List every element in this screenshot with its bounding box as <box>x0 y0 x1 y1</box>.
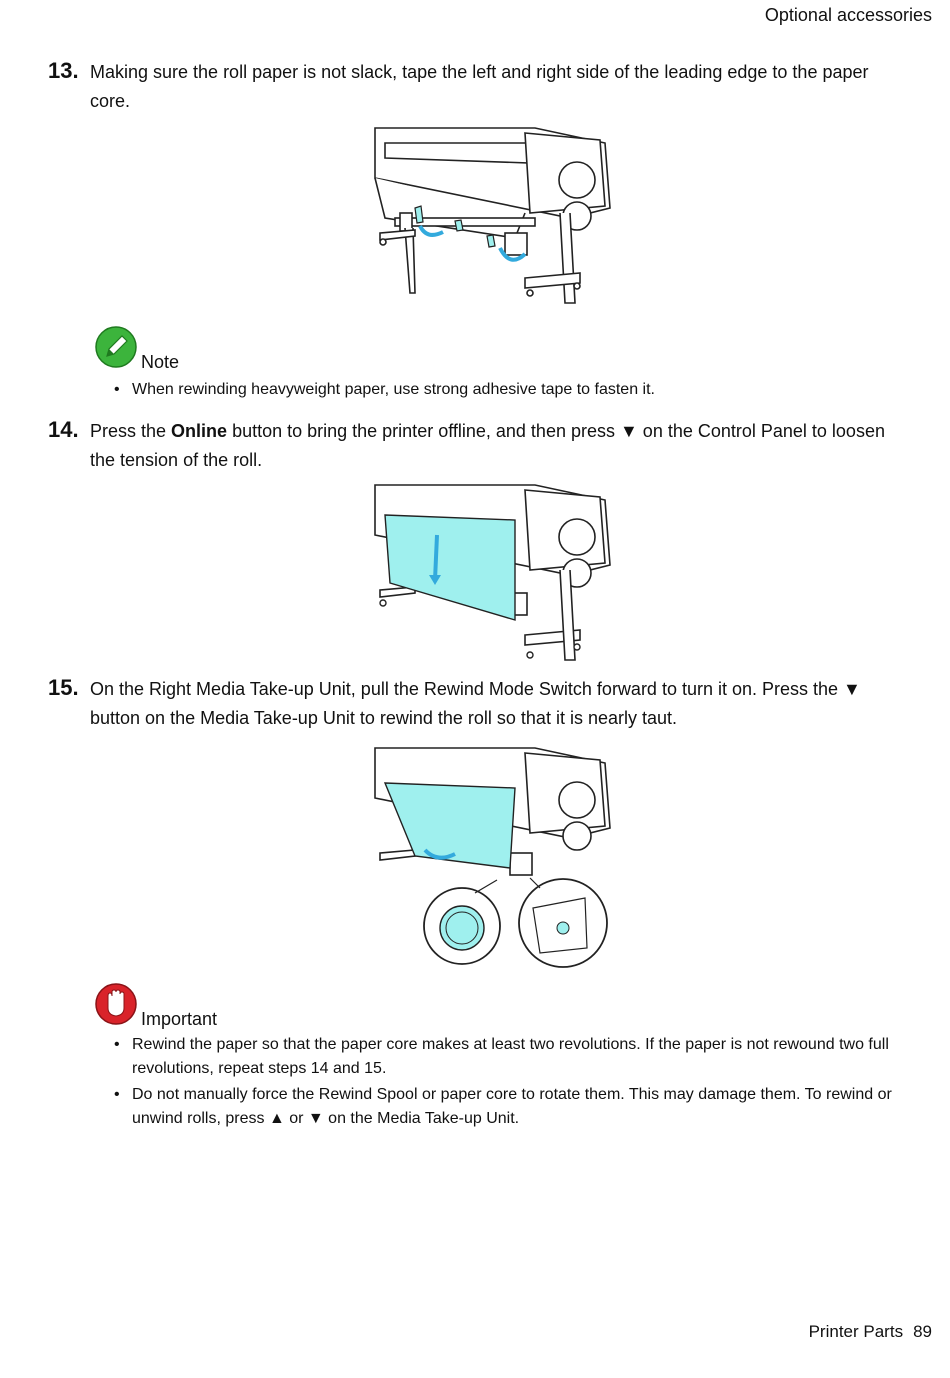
note-box <box>94 325 894 405</box>
page-number: 89 <box>913 1322 932 1341</box>
footer-section: Printer Parts <box>808 1322 904 1341</box>
step-13 <box>48 58 888 116</box>
list-item: • Rewind the paper so that the paper core makes at least two revolutions. If the paper is not rewound two full revolutions, repeat steps 14 and 15. <box>114 1036 889 1077</box>
list-item: • When rewinding heavyweight paper, use strong adhesive tape to fasten it. <box>114 381 655 398</box>
note-list <box>114 378 894 404</box>
printer-illustration-rewind <box>355 738 625 973</box>
step-text: Making sure the roll paper is not slack, tape the left and right side of the leading edge to the paper core. <box>90 62 869 111</box>
important-list <box>114 1033 894 1133</box>
step-number: 15. <box>48 675 79 700</box>
step-15 <box>48 675 888 733</box>
printer-illustration-loosen <box>355 475 625 670</box>
note-label: Note <box>141 352 180 372</box>
important-box <box>94 982 894 1142</box>
step-14 <box>48 417 888 475</box>
step-number: 13. <box>48 58 79 83</box>
printer-illustration-tape <box>355 118 625 313</box>
running-header: Optional accessories <box>764 5 932 25</box>
stop-hand-icon <box>94 982 138 1026</box>
list-item: • Do not manually force the Rewind Spool or paper core to rotate them. This may damage them. To rewind or unwind rolls, press ▲ or ▼ on the Media Take-up Unit. <box>114 1086 892 1127</box>
step-text: Press the Online button to bring the printer offline, and then press ▼ on the Control Panel to loosen the tension of the roll. <box>90 421 885 470</box>
important-label: Important <box>141 1009 218 1029</box>
step-number: 14. <box>48 417 79 442</box>
page-footer <box>809 1322 932 1342</box>
step-text: On the Right Media Take-up Unit, pull the Rewind Mode Switch forward to turn it on. Press the ▼ button on the Media Take-up Unit to rewind the roll so that it is nearly taut. <box>90 679 861 728</box>
pencil-note-icon <box>94 325 138 369</box>
